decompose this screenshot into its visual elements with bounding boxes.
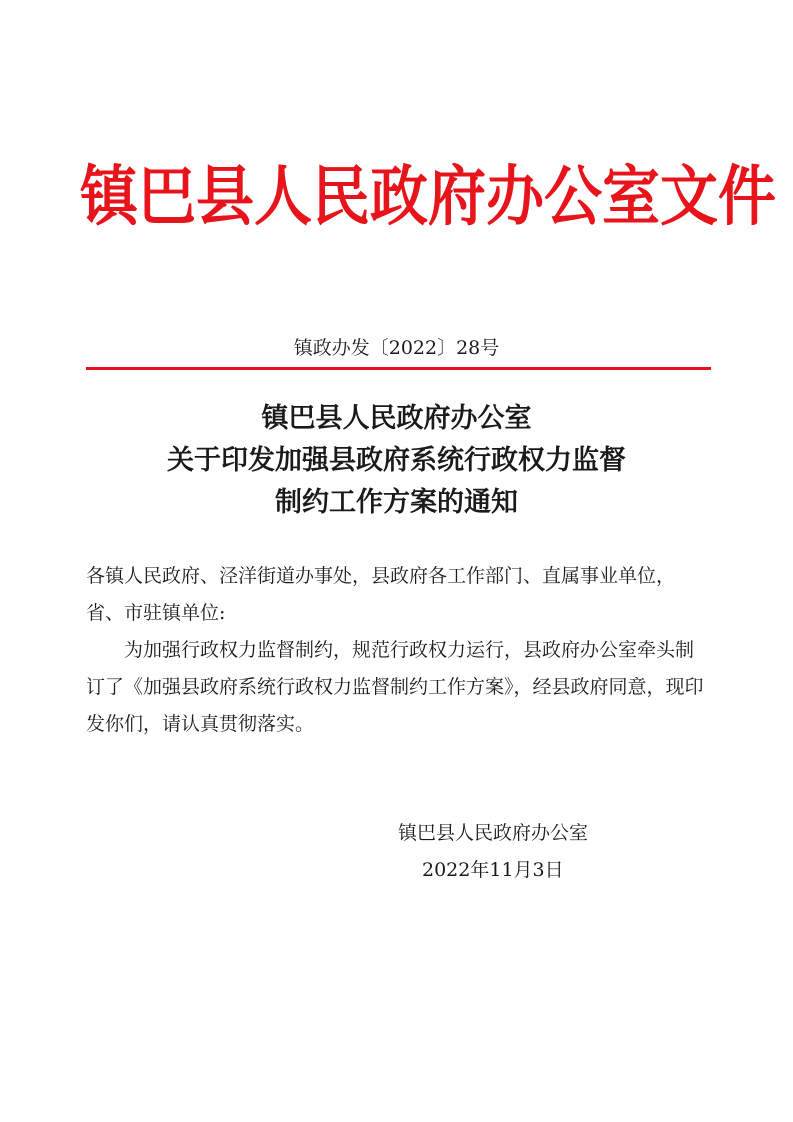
notice-title <box>60 398 733 524</box>
notice-title-line-3: 制约工作方案的通知 <box>275 487 518 518</box>
issue-date: 2022年11月3日 <box>422 859 564 881</box>
notice-body <box>86 558 711 743</box>
notice-title-line-2: 关于印发加强县政府系统行政权力监督 <box>167 445 626 476</box>
signature-block <box>398 815 658 889</box>
body-paragraph: 为加强行政权力监督制约，规范行政权力运行，县政府办公室牵头制订了《加强县政府系统行政权力监督制约工作方案》，经县政府同意，现印发你们，请认真贯彻落实。 <box>86 639 704 735</box>
issuer-name: 镇巴县人民政府办公室 <box>398 822 589 844</box>
salutation: 各镇人民政府、泾洋街道办事处，县政府各工作部门、直属事业单位，省、市驻镇单位: <box>86 565 676 624</box>
notice-title-line-1: 镇巴县人民政府办公室 <box>261 403 532 434</box>
red-divider-line <box>86 367 711 370</box>
document-number: 镇政办发〔2022〕28号 <box>293 337 500 359</box>
masthead-title: 镇巴县人民政府办公室文件 <box>80 157 777 235</box>
